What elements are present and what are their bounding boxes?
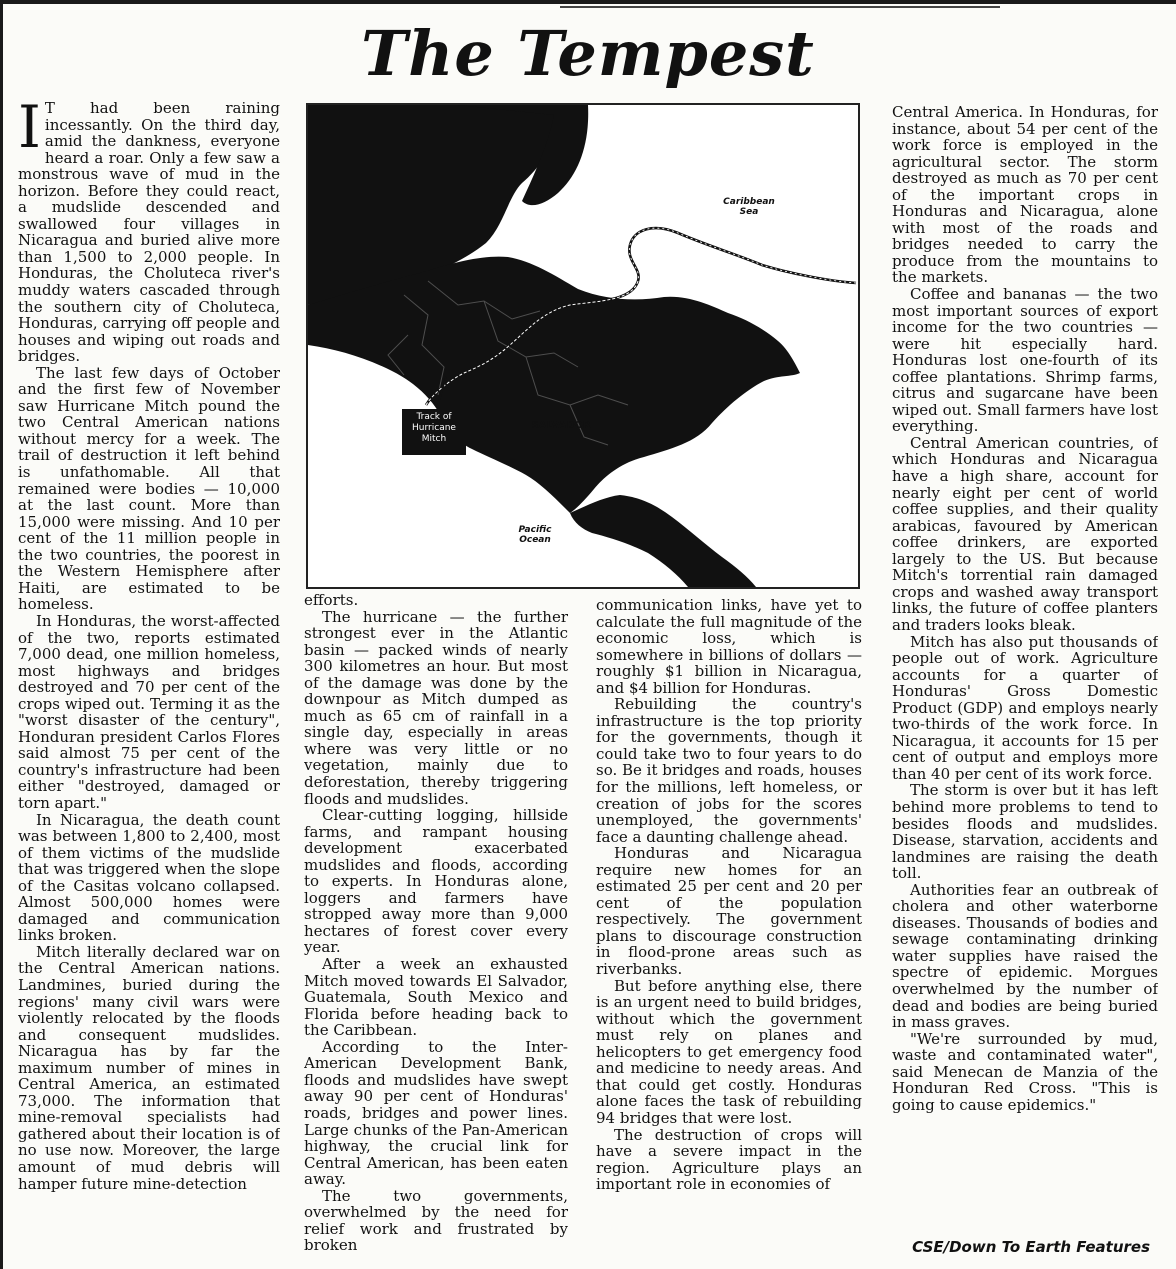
column-1-paragraph: In Honduras, the worst-affected of the two, reports estimated 7,000 dead, one million homeless, most highways and bridges destroyed and 70 per cent of the crops wiped out. Terming it as the "worst disaster of the century", Honduran president Carlos Flores said almost 75 per cent of the country's infrastructure had been either "destroyed, damaged or torn apart.": [18, 611, 280, 812]
map-label-caribbean-sea: Caribbean Sea: [723, 197, 775, 217]
article-column-2: [304, 592, 568, 1260]
drop-cap: I: [18, 100, 41, 161]
column-2-paragraph: Clear-cutting logging, hillside farms, and rampant housing development exacerbated mudslides and floods, according to experts. In Honduras alone, loggers and farmers have stropped away more than 9,000 hectares of forest cover every year.: [304, 806, 568, 957]
article-column-3: [596, 597, 862, 1257]
central-america-map-graphic: [308, 105, 858, 587]
column-3-paragraph: The destruction of crops will have a severe impact in the region. Agriculture plays an important role in economies of: [596, 1125, 862, 1194]
column-3-paragraph: Honduras and Nicaragua require new homes for an estimated 25 per cent and 20 per cent of the population respectively. The government plans to discourage construction in flood-prone areas such as riverbanks.: [596, 844, 862, 979]
column-4-paragraph: Coffee and bananas — the two most important sources of export income for the two countries — were hit especially hard. Honduras lost one-fourth of its coffee plantations. Shrimp farms, citrus and sugarcane have been wiped out. Small farmers have lost everything.: [892, 285, 1158, 436]
top-rule: [0, 0, 1176, 4]
column-4-paragraph: Authorities fear an outbreak of cholera and other waterborne diseases. Thousands of bodies and sewage contaminating drinking water supplies have raised the spectre of epidemic. Morgues overwhelmed by the number of dead and bodies are being buried in mass graves.: [892, 880, 1158, 1032]
top-rule-secondary: [560, 6, 1000, 8]
column-2-paragraph: The two governments, overwhelmed by the need for relief work and frustrated by broken: [304, 1186, 568, 1255]
column-4-paragraph: Central American countries, of which Honduras and Nicaragua have a high share, account for nearly eight per cent of world coffee supplies, and their quality arabicas, favoured by American coffee drinkers, are exported largely to the US. But because Mitch's torrential rain damaged crops and washed away transport links, the future of coffee planters and traders looks bleak.: [892, 433, 1158, 634]
column-1-paragraph: Mitch literally declared war on the Central American nations. Landmines, buried during the regions' many civil wars were violently relocated by the floods and consequent mudslides. Nicaragua has by far the maximum number of mines in Central America, an estimated 73,000. The information that mine-removal specialists had gathered about their location is of no use now. Moreover, the large amount of mud debris will hamper future mine-detection: [18, 942, 280, 1193]
left-border-line: [0, 0, 3, 1269]
article-credit: CSE/Down To Earth Features: [912, 1238, 1150, 1256]
column-2-paragraph: efforts.: [304, 592, 359, 609]
article-headline: The Tempest: [361, 17, 815, 90]
column-3-paragraph: Rebuilding the country's infrastructure is the top priority for the governments, though it could take two to four years to do so. Be it bridges and roads, houses for the millions, left homeless, or creation of jobs for the scores unemployed, the governments' face a daunting challenge ahead.: [596, 695, 862, 846]
article-column-4: [892, 104, 1158, 1228]
column-4-paragraph: Central America. In Honduras, for instance, about 54 per cent of the work force is employed in the agricultural sector. The storm destroyed as much as 70 per cent of the important crops in Honduras and Nicaragua, alone with most of the roads and bridges needed to carry the produce from the mountains to the markets.: [892, 104, 1158, 287]
map-label-hurricane-track: Track of Hurricane Mitch: [402, 409, 466, 455]
column-2-paragraph: According to the Inter-American Development Bank, floods and mudslides have swept away 90 per cent of Honduras' roads, bridges and power lines. Large chunks of the Pan-American highway, the crucial link for Central American, has been eaten away.: [304, 1037, 568, 1189]
column-3-paragraph: communication links, have yet to calculate the full magnitude of the economic loss, which is somewhere in billions of dollars — roughly $1 billion in Nicaragua, and $4 billion for Honduras.: [596, 597, 862, 697]
article-column-1: [18, 100, 280, 1250]
column-2-paragraph: The hurricane — the further strongest ever in the Atlantic basin — packed winds of nearly 300 kilometres an hour. But most of the damage was done by the downpour as Mitch dumped as much as 65 cm of rainfall in a single day, especially in areas where was very little or no vegetation, mainly due to deforestation, thereby triggering floods and mudslides.: [304, 607, 568, 808]
column-1-paragraph: The last few days of October and the first few of November saw Hurricane Mitch pound the two Central American nations without mercy for a week. The trail of destruction it left behind is unfathomable. All that remained were bodies — 10,000 at the last count. More than 15,000 were missing. And 10 per cent of the 11 million people in the two countries, the poorest in the Western Hemisphere after Haiti, are estimated to be homeless.: [18, 363, 280, 614]
column-1-paragraph: I T had been raining incessantly. On the third day, amid the dankness, everyone heard a roar. Only a few saw a monstrous wave of mud in the horizon. Before they could react, a mudslide descended and swallowed four villages in Nicaragua and buried alive more than 1,500 to 2,000 people. In Honduras, the Choluteca river's muddy waters cascaded through the southern city of Choluteca, Honduras, carrying off people and houses and wiping out roads and bridges.: [18, 100, 280, 366]
column-3-paragraph: But before anything else, there is an urgent need to build bridges, without which the government must rely on planes and helicopters to get emergency food and medicine to needy areas. And that could get costly. Honduras alone faces the task of rebuilding 94 bridges that were lost.: [596, 976, 862, 1127]
column-4-paragraph: "We're surrounded by mud, waste and contaminated water", said Menecan de Manzia of the Honduran Red Cross. "This is going to cause epidemics.": [892, 1029, 1158, 1114]
column-4-paragraph: The storm is over but it has left behind more problems to tend to besides floods and mudslides. Disease, starvation, accidents and landmines are raising the death toll.: [892, 781, 1158, 883]
column-1-paragraph: In Nicaragua, the death count was between 1,800 to 2,400, most of them victims of the mudslide that was triggered when the slope of the Casitas volcano collapsed. Almost 500,000 homes were damaged and communication links broken.: [18, 810, 280, 945]
column-4-paragraph: Mitch has also put thousands of people out of work. Agriculture accounts for a quarter of Honduras' Gross Domestic Product (GDP) and employs nearly two-thirds of the work force. In Nicaragua, it accounts for 15 per cent of output and employs more than 40 per cent of its work force.: [892, 632, 1158, 783]
column-2-paragraph: After a week an exhausted Mitch moved towards El Salvador, Guatemala, South Mexico and Florida before heading back to the Caribbean.: [304, 955, 568, 1040]
map-label-salvador: SALVADOR: [531, 420, 591, 431]
hurricane-map: [306, 103, 860, 589]
map-label-pacific-ocean: Pacific Ocean: [518, 525, 552, 545]
